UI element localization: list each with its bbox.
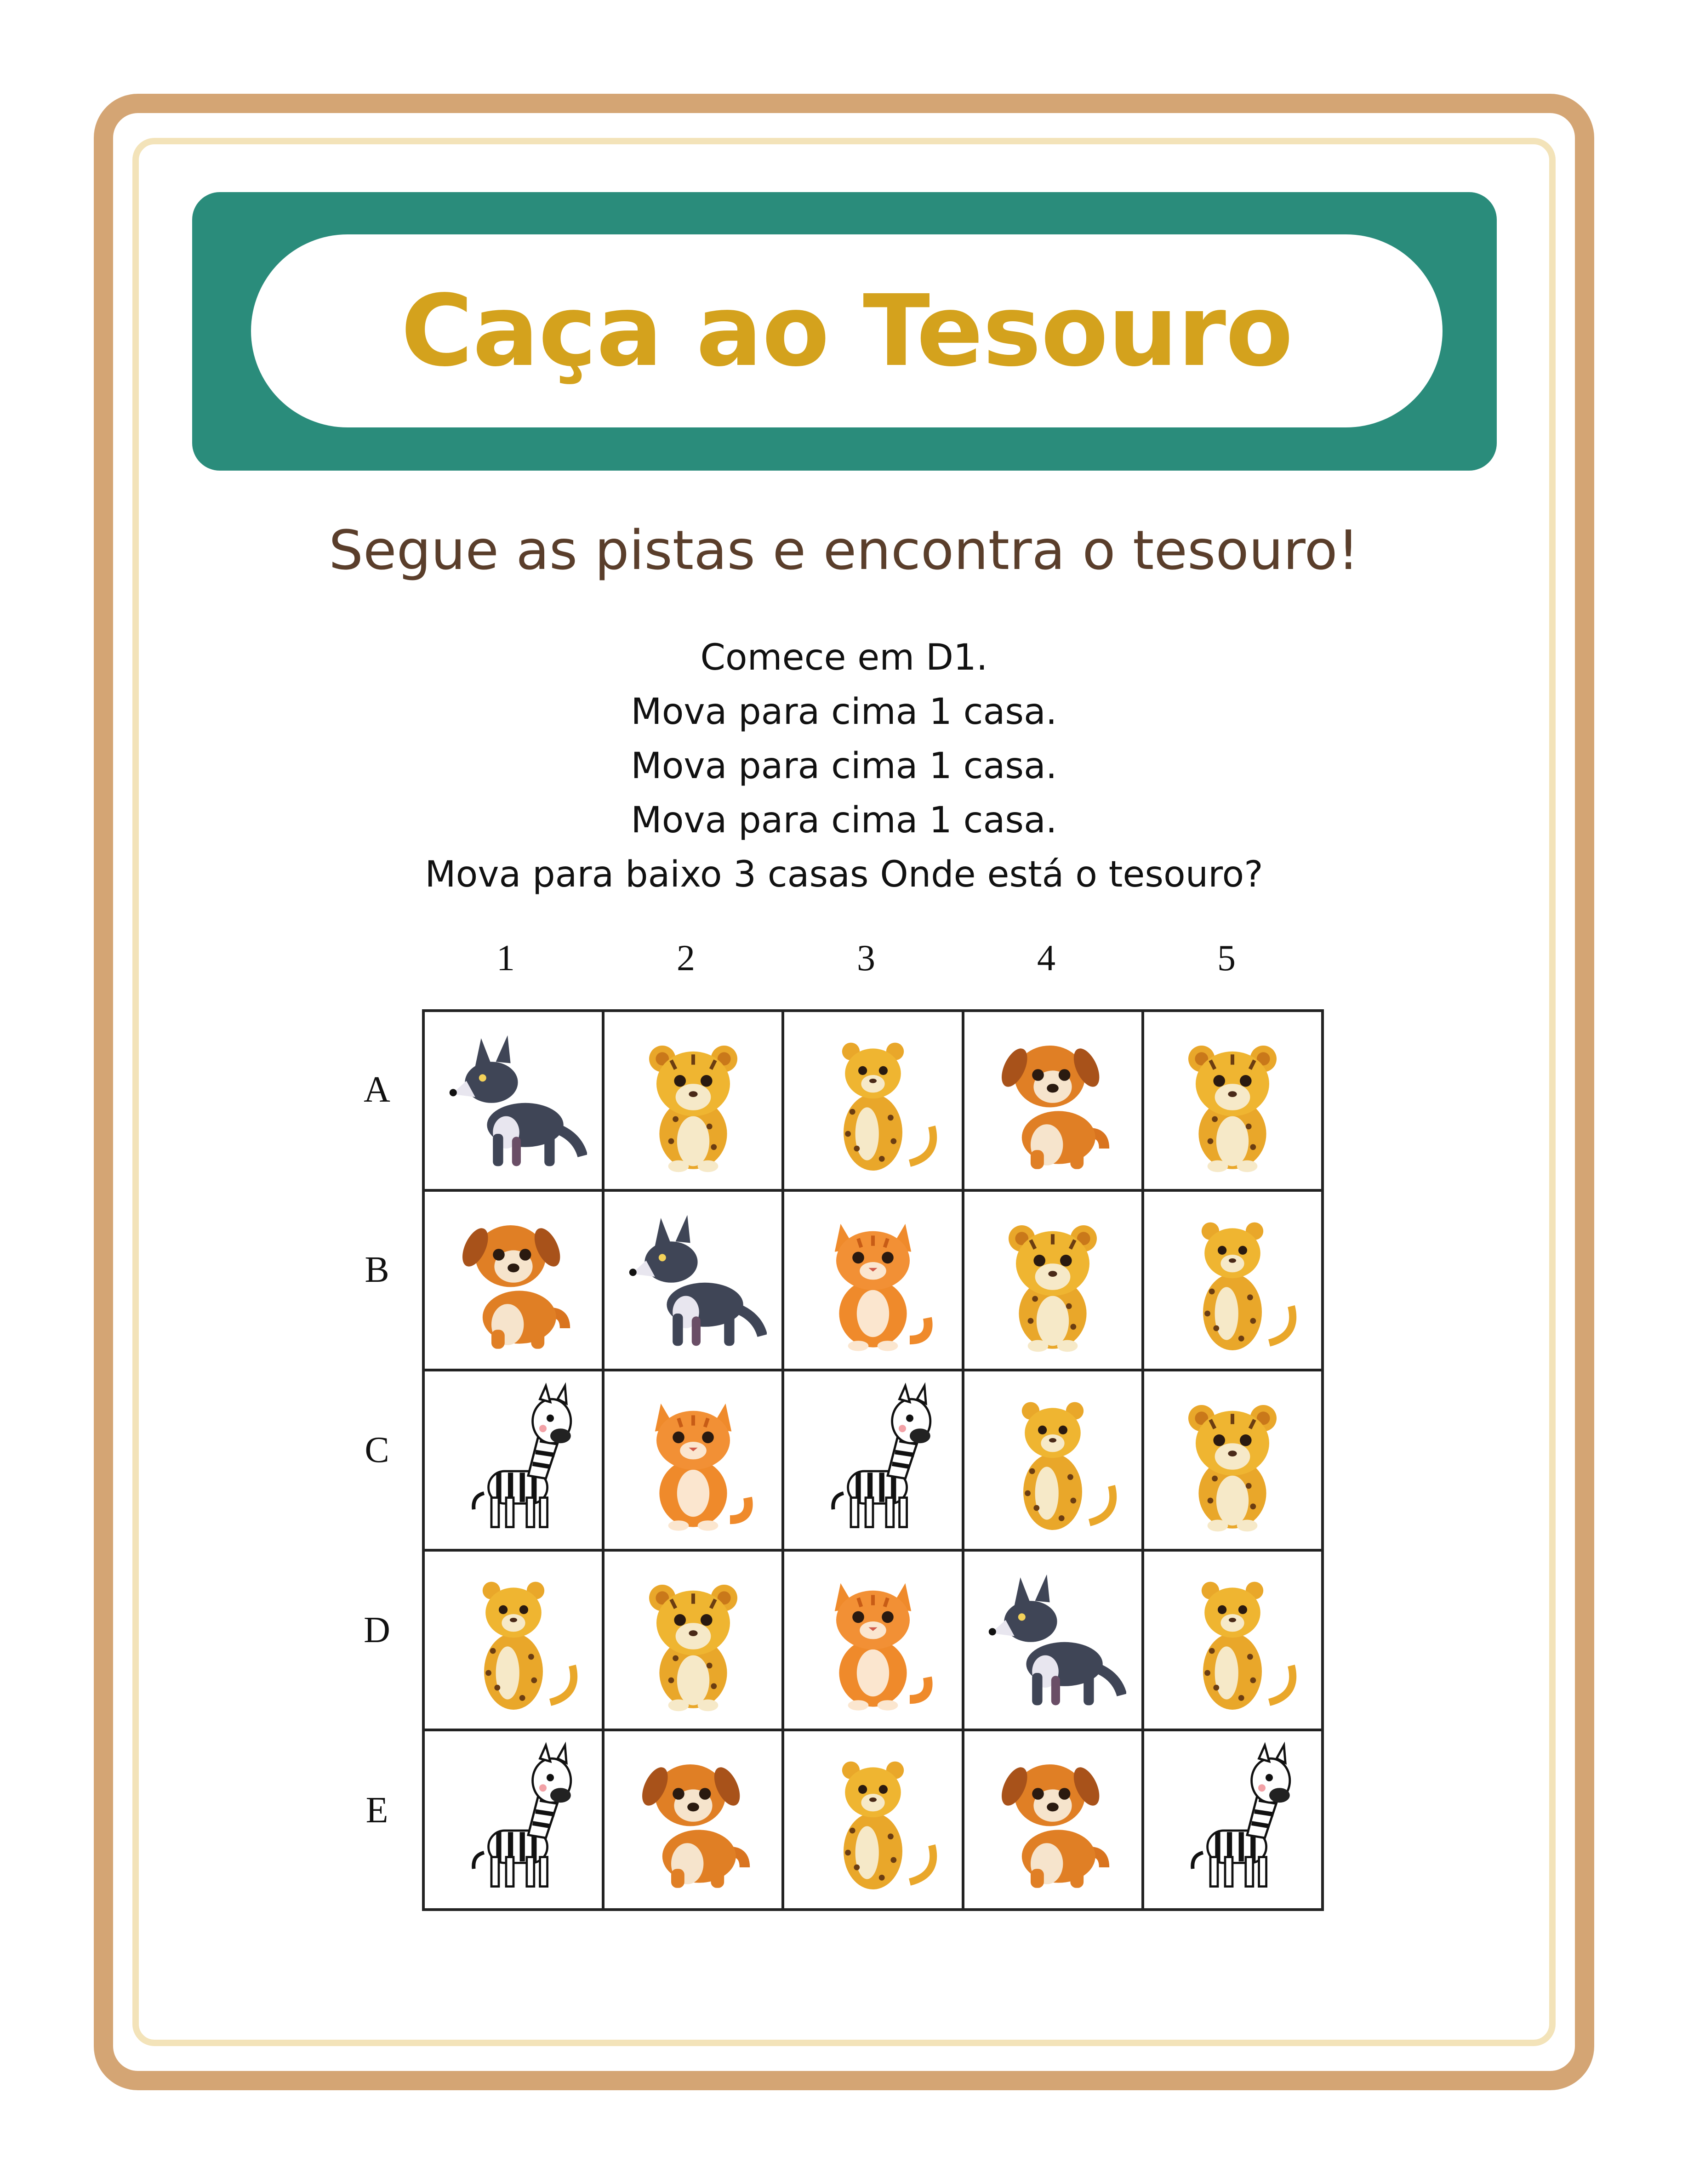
tiger-icon [979,1202,1126,1359]
row-header-b: B [365,1250,389,1290]
leopard-icon [979,1382,1126,1538]
tiger-icon [620,1023,767,1179]
dog-icon [440,1202,587,1359]
dog-icon [979,1023,1126,1179]
clue-3: Mova para cima 1 casa. [631,745,1057,787]
grid-cell-b4[interactable] [963,1190,1143,1370]
grid-cell-b3[interactable] [783,1190,963,1370]
grid-cell-e5[interactable] [1143,1730,1323,1910]
grid-cell-d1[interactable] [423,1550,603,1730]
tiger-icon [1159,1382,1306,1538]
clue-list [0,631,1688,902]
grid-cell-c4[interactable] [963,1370,1143,1550]
tiger-icon [620,1562,767,1718]
dog-icon [620,1741,767,1898]
treasure-grid [422,1009,1324,1911]
dog-icon [979,1741,1126,1898]
leopard-icon [1159,1562,1306,1718]
grid-cell-a5[interactable] [1143,1011,1323,1190]
grid-cell-c2[interactable] [603,1370,783,1550]
cat-icon [799,1202,947,1359]
zebra-icon [440,1741,587,1898]
leopard-icon [799,1023,947,1179]
zebra-icon [799,1382,947,1538]
leopard-icon [1159,1202,1306,1359]
clue-1: Comece em D1. [700,637,988,678]
grid-cell-a3[interactable] [783,1011,963,1190]
grid-cell-a2[interactable] [603,1011,783,1190]
grid-cell-d4[interactable] [963,1550,1143,1730]
grid-cell-b5[interactable] [1143,1190,1323,1370]
grid-cell-c3[interactable] [783,1370,963,1550]
grid-cell-e4[interactable] [963,1730,1143,1910]
leopard-icon [440,1562,587,1718]
row-header-c: C [365,1430,389,1470]
zebra-icon [440,1382,587,1538]
clue-4: Mova para cima 1 casa. [631,800,1057,841]
grid-cell-d2[interactable] [603,1550,783,1730]
wolf-icon [979,1562,1126,1718]
wolf-icon [440,1023,587,1179]
grid-cell-c5[interactable] [1143,1370,1323,1550]
page-title: Caça ao Tesouro [400,273,1293,388]
title-pill [251,234,1443,427]
column-header-2: 2 [677,938,695,978]
column-header-4: 4 [1037,938,1055,978]
subtitle: Segue as pistas e encontra o tesouro! [329,518,1359,582]
grid-cell-c1[interactable] [423,1370,603,1550]
grid-cell-b2[interactable] [603,1190,783,1370]
tiger-icon [1159,1023,1306,1179]
column-header-3: 3 [857,938,875,978]
cat-icon [620,1382,767,1538]
clue-5: Mova para baixo 3 casas Onde está o tesouro? [425,854,1263,895]
row-header-a: A [364,1069,390,1110]
grid-cell-e3[interactable] [783,1730,963,1910]
grid-cell-d5[interactable] [1143,1550,1323,1730]
column-header-5: 5 [1217,938,1236,978]
leopard-icon [799,1741,947,1898]
grid-cell-d3[interactable] [783,1550,963,1730]
wolf-icon [620,1202,767,1359]
grid-cell-b1[interactable] [423,1190,603,1370]
clue-2: Mova para cima 1 casa. [631,691,1057,733]
row-header-d: D [364,1610,390,1650]
grid-cell-a1[interactable] [423,1011,603,1190]
zebra-icon [1159,1741,1306,1898]
column-header-1: 1 [496,938,515,978]
grid-cell-e1[interactable] [423,1730,603,1910]
row-header-e: E [365,1790,388,1831]
grid-cell-a4[interactable] [963,1011,1143,1190]
cat-icon [799,1562,947,1718]
grid-cell-e2[interactable] [603,1730,783,1910]
